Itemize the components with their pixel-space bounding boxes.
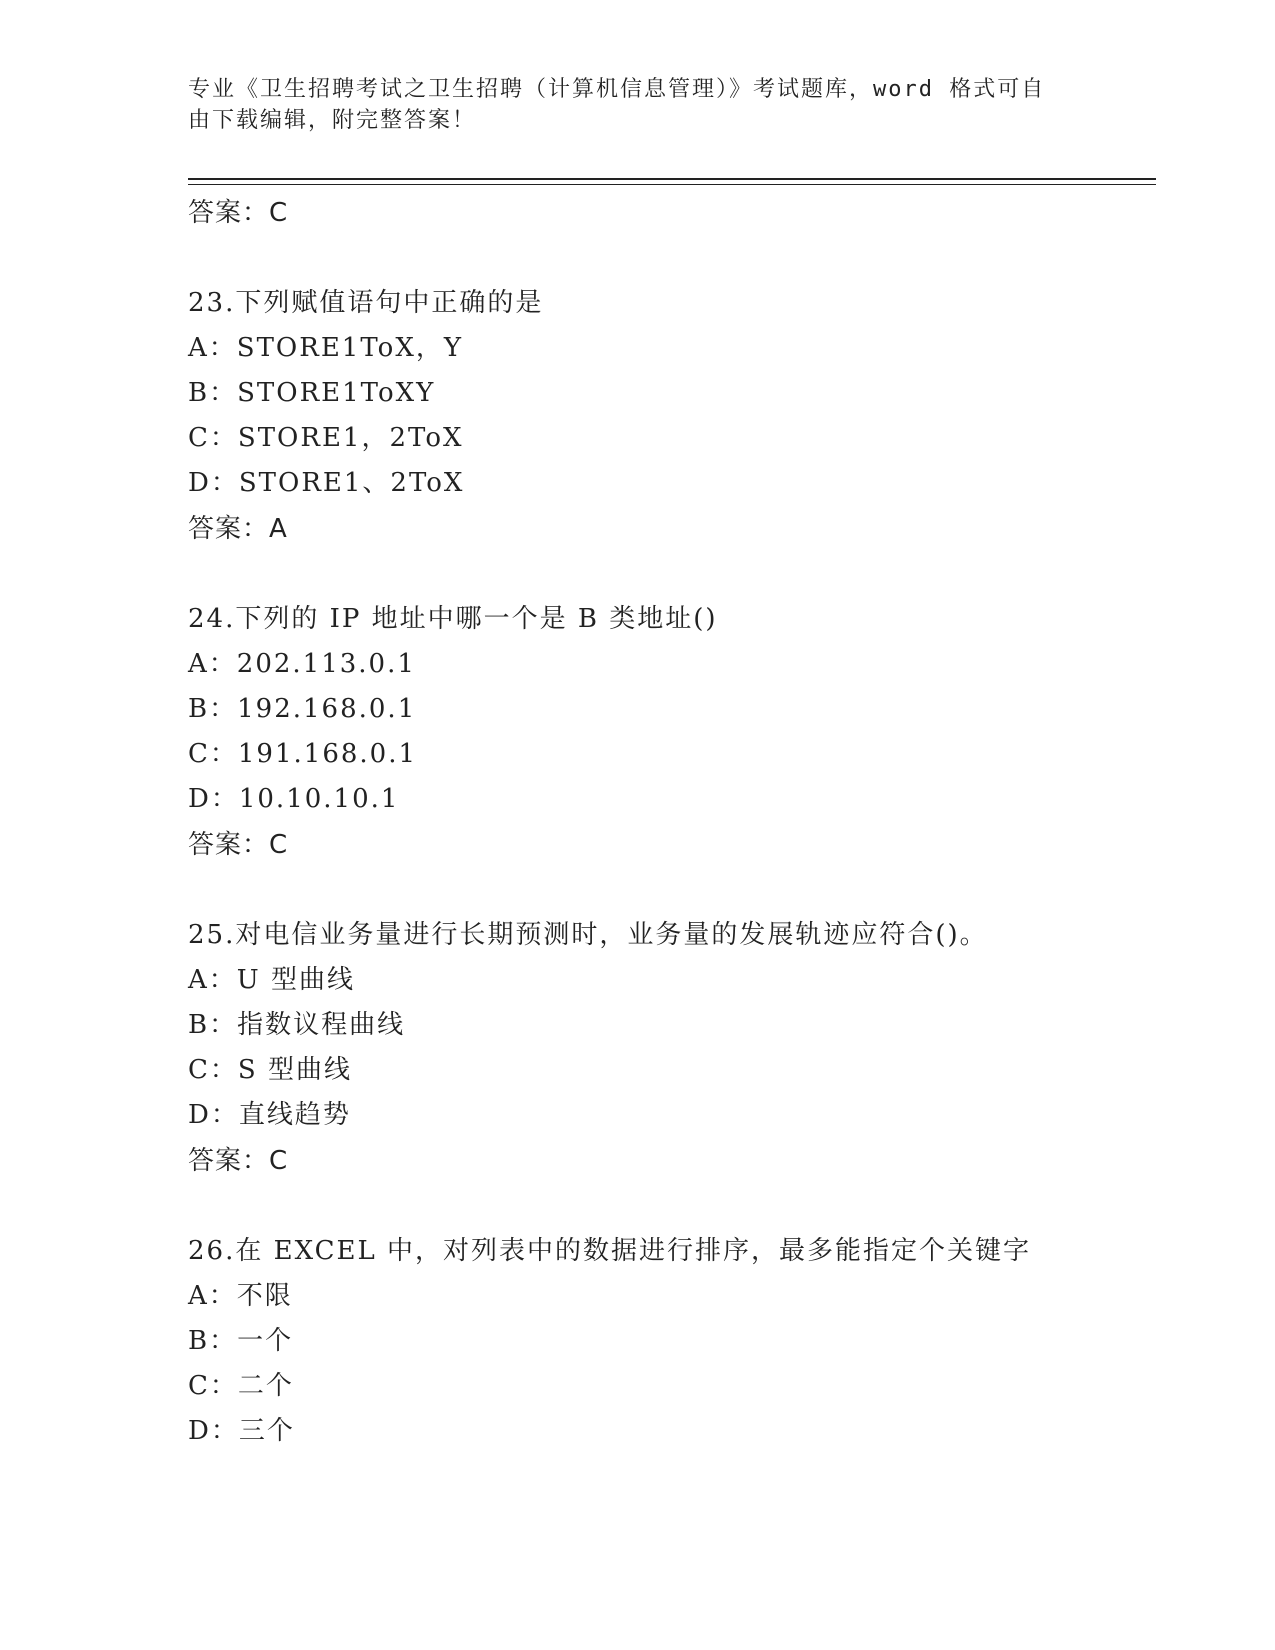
option-a: A：STORE1ToX，Y: [188, 333, 463, 363]
question-text: 24.下列的 IP 地址中哪一个是 B 类地址(): [188, 604, 718, 634]
answer: 答案：C: [188, 830, 289, 860]
option-b: B：指数议程曲线: [188, 1010, 406, 1040]
previous-answer: 答案：C: [188, 198, 289, 228]
option-b: B：STORE1ToXY: [188, 378, 436, 408]
option-a: A：202.113.0.1: [188, 649, 416, 679]
header-line-2: 由下载编辑，附完整答案！: [188, 108, 477, 133]
option-c: C：二个: [188, 1371, 294, 1401]
option-c: C：STORE1，2ToX: [188, 423, 464, 453]
option-d: D：STORE1、2ToX: [188, 468, 465, 498]
option-d: D：三个: [188, 1416, 295, 1446]
option-b: B：192.168.0.1: [188, 694, 417, 724]
option-d: D：10.10.10.1: [188, 784, 400, 814]
question-list: [188, 190, 1156, 1454]
answer: 答案：C: [188, 1146, 289, 1176]
header-divider-thin: [188, 184, 1156, 185]
spacer: [188, 236, 1156, 281]
question-text: 26.在 EXCEL 中，对列表中的数据进行排序，最多能指定个关键字: [188, 1236, 1032, 1266]
question-text: 23.下列赋值语句中正确的是: [188, 288, 544, 318]
header-line-1: 专业《卫生招聘考试之卫生招聘（计算机信息管理）》考试题库，word 格式可自: [188, 77, 1046, 102]
question-26: [188, 1229, 1156, 1454]
option-a: A：不限: [188, 1281, 293, 1311]
option-c: C：S 型曲线: [188, 1055, 352, 1085]
option-a: A：U 型曲线: [188, 965, 355, 995]
option-c: C：191.168.0.1: [188, 739, 418, 769]
option-b: B：一个: [188, 1326, 294, 1356]
question-23: [188, 281, 1156, 552]
option-d: D：直线趋势: [188, 1100, 351, 1130]
document-header: [188, 74, 1088, 136]
question-24: [188, 597, 1156, 868]
question-25: [188, 913, 1156, 1184]
header-divider-thick: [188, 178, 1156, 180]
spacer: [188, 552, 1156, 597]
question-text: 25.对电信业务量进行长期预测时，业务量的发展轨迹应符合()。: [188, 920, 988, 950]
spacer: [188, 1184, 1156, 1229]
answer: 答案：A: [188, 514, 288, 544]
spacer: [188, 868, 1156, 913]
